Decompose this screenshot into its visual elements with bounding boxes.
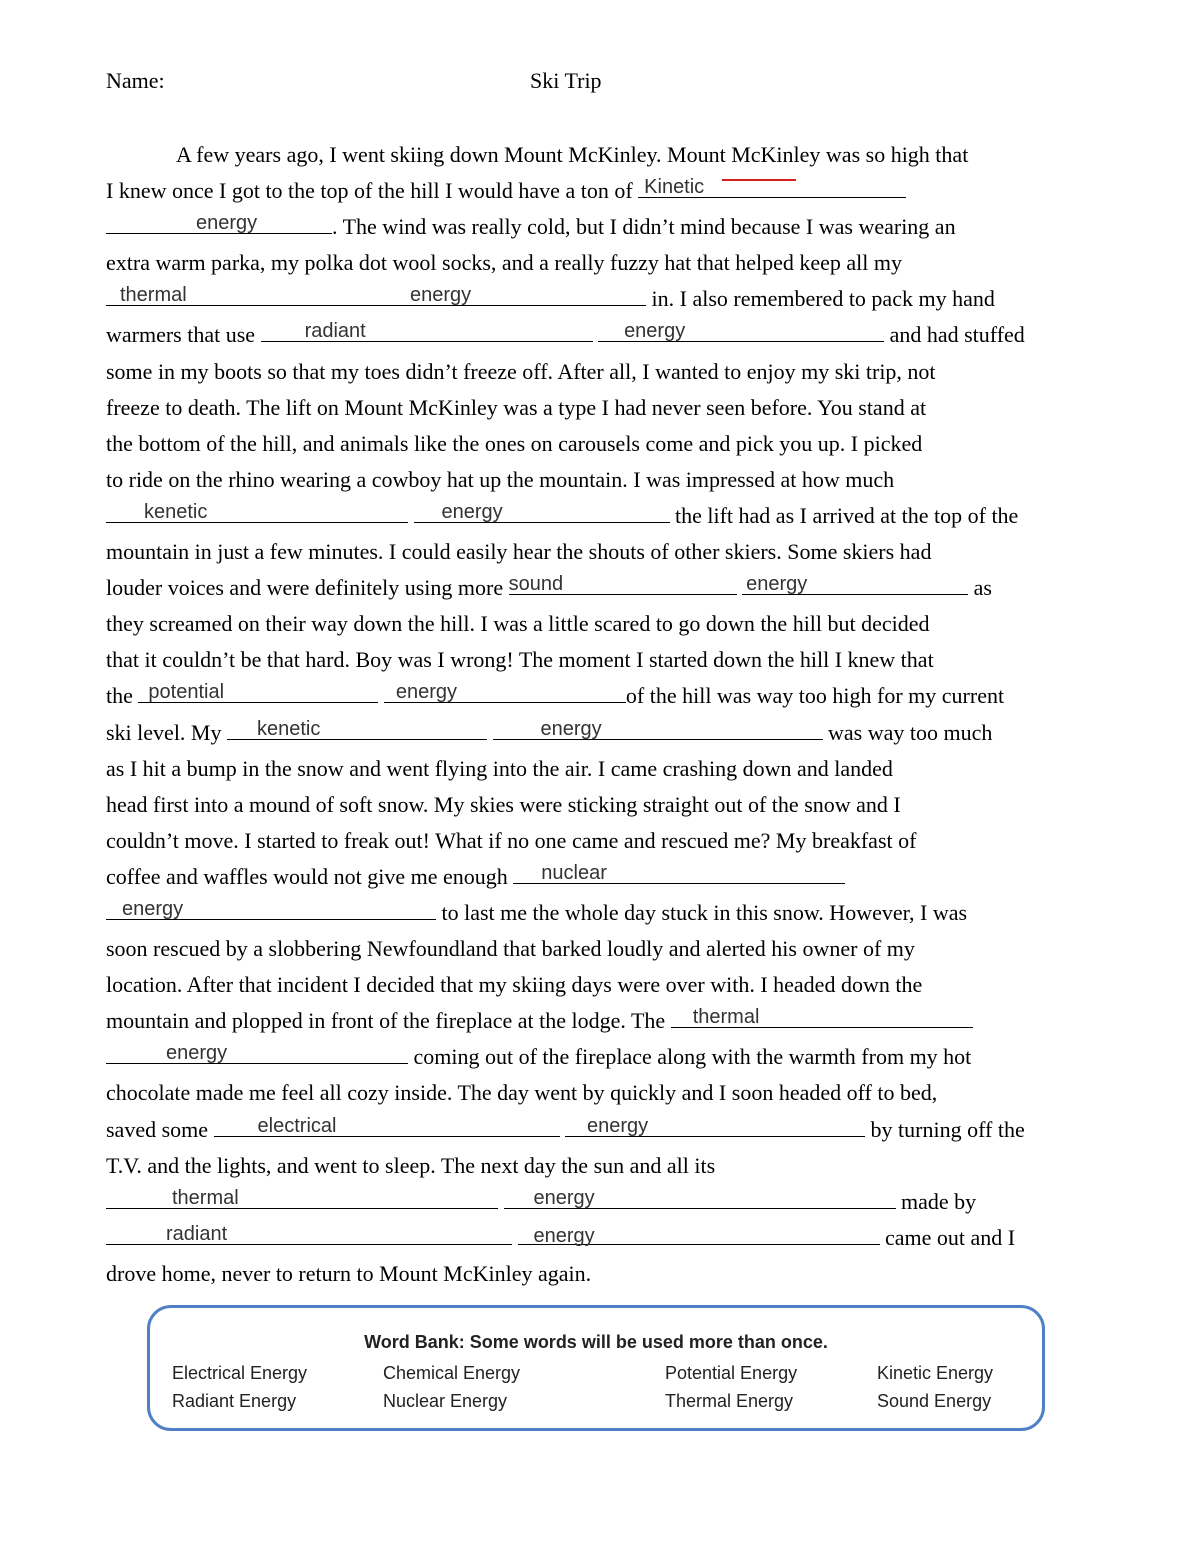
story-text: mountain in just a few minutes. I could easily hear the shouts of other skiers. Some skiers had xyxy=(106,539,932,565)
story-text: in. I also remembered to pack my hand xyxy=(651,286,995,312)
answer-blank[interactable] xyxy=(742,570,968,595)
story-line xyxy=(106,787,1096,823)
story-text: the lift had as I arrived at the top of the xyxy=(675,502,1019,528)
answer-text: kenetic xyxy=(144,500,208,523)
story-text: drove home, never to return to Mount McKinley again. xyxy=(106,1260,592,1286)
story-line xyxy=(106,1075,1096,1111)
answer-blank[interactable] xyxy=(261,317,593,342)
story-text: to ride on the rhino wearing a cowboy hat up the mountain. I was impressed at how much xyxy=(106,466,895,492)
answer-text: radiant xyxy=(166,1222,228,1245)
answer-text: Kinetic xyxy=(644,176,705,199)
story-line xyxy=(106,570,1096,606)
answer-blank[interactable] xyxy=(493,715,823,740)
story-line xyxy=(106,1003,1096,1039)
answer-text: energy xyxy=(533,1186,595,1209)
answer-blank[interactable] xyxy=(227,715,487,740)
story-line xyxy=(106,751,1096,787)
answer-blank[interactable] xyxy=(504,1184,896,1209)
story-text: made by xyxy=(901,1188,977,1214)
story-text: came out and I xyxy=(885,1224,1016,1250)
story-passage xyxy=(106,137,1096,1292)
page-title: Ski Trip xyxy=(530,68,602,93)
story-text: the bottom of the hill, and animals like the ones on carousels come and pick you up. I picked xyxy=(106,430,923,456)
story-text: as I hit a bump in the snow and went flying into the air. I came crashing down and landed xyxy=(106,755,893,781)
answer-blank[interactable] xyxy=(518,1220,880,1245)
story-text: chocolate made me feel all cozy inside. The day went by quickly and I soon headed off to bed, xyxy=(106,1080,938,1106)
story-text: saved some xyxy=(106,1116,209,1142)
story-text: A few years ago, I went skiing down Mount McKinley. Mount McKinley was so high that xyxy=(176,142,969,167)
story-text: the xyxy=(106,683,133,709)
answer-blank[interactable] xyxy=(214,1112,560,1137)
name-label: Name: xyxy=(106,68,165,93)
story-line xyxy=(106,678,1096,714)
answer-blank[interactable] xyxy=(671,1003,973,1028)
answer-blank[interactable] xyxy=(408,281,646,306)
story-line xyxy=(106,642,1096,678)
story-line xyxy=(106,715,1096,751)
story-line xyxy=(106,859,1096,895)
answer-blank[interactable] xyxy=(106,281,408,306)
story-line xyxy=(106,534,1096,570)
answer-text: thermal xyxy=(692,1006,760,1029)
story-text: soon rescued by a slobbering Newfoundland that barked loudly and alerted his owner of my xyxy=(106,936,915,962)
story-line xyxy=(106,281,1096,317)
story-line xyxy=(106,426,1096,462)
story-line xyxy=(106,317,1096,353)
word-bank-item: Potential Energy xyxy=(665,1363,798,1383)
story-line xyxy=(106,498,1096,534)
story-line xyxy=(106,1148,1096,1184)
word-bank-item: Nuclear Energy xyxy=(383,1391,508,1411)
story-line xyxy=(106,1112,1096,1148)
story-text: . The wind was really cold, but I didn’t mind because I was wearing an xyxy=(332,214,956,240)
answer-blank[interactable] xyxy=(384,678,626,703)
answer-blank[interactable] xyxy=(106,209,332,234)
answer-blank[interactable] xyxy=(513,859,845,884)
story-line xyxy=(106,390,1096,426)
story-line xyxy=(106,462,1096,498)
story-text: was way too much xyxy=(828,719,993,745)
answer-text: energy xyxy=(540,717,602,740)
answer-text: kenetic xyxy=(257,717,321,740)
story-line xyxy=(106,173,1096,209)
answer-text: energy xyxy=(166,1042,228,1065)
answer-blank[interactable] xyxy=(106,1220,512,1245)
story-line xyxy=(106,137,1096,173)
answer-blank[interactable] xyxy=(598,317,884,342)
red-underline-mark xyxy=(722,179,796,181)
answer-text: energy xyxy=(395,681,458,704)
word-bank-item: Electrical Energy xyxy=(172,1363,308,1383)
story-line xyxy=(106,1220,1096,1256)
word-bank-title: Word Bank: Some words will be used more than once. xyxy=(364,1332,828,1352)
story-line xyxy=(106,895,1096,931)
word-bank-item: Chemical Energy xyxy=(383,1363,521,1383)
answer-blank[interactable] xyxy=(106,895,436,920)
answer-blank[interactable] xyxy=(106,498,408,523)
story-text: T.V. and the lights, and went to sleep. The next day the sun and all its xyxy=(106,1152,716,1178)
word-bank-item: Sound Energy xyxy=(877,1391,992,1411)
story-text: as xyxy=(973,575,992,601)
answer-text: nuclear xyxy=(541,861,607,884)
story-line xyxy=(106,1184,1096,1220)
answer-blank[interactable] xyxy=(106,1039,408,1064)
story-line xyxy=(106,245,1096,281)
story-text: by turning off the xyxy=(870,1116,1025,1142)
story-text: to last me the whole day stuck in this snow. However, I was xyxy=(441,899,968,925)
story-text: extra warm parka, my polka dot wool socks, and a really fuzzy hat that helped keep all my xyxy=(106,250,903,276)
story-line xyxy=(106,354,1096,390)
answer-text: thermal xyxy=(172,1186,239,1209)
story-text: I knew once I got to the top of the hill I would have a ton of xyxy=(106,178,633,204)
answer-text: energy xyxy=(122,897,184,920)
word-bank-item: Radiant Energy xyxy=(172,1391,297,1411)
story-text: mountain and plopped in front of the fireplace at the lodge. The xyxy=(106,1008,666,1034)
story-text: louder voices and were definitely using more xyxy=(106,575,504,601)
story-line xyxy=(106,931,1096,967)
word-bank-box xyxy=(147,1305,1045,1431)
story-text: and had stuffed xyxy=(889,322,1025,348)
answer-text: energy xyxy=(196,212,258,235)
story-text: ski level. My xyxy=(106,719,222,745)
answer-text: energy xyxy=(746,573,808,596)
story-line xyxy=(106,1039,1096,1075)
story-text: warmers that use xyxy=(106,322,256,348)
answer-text: energy xyxy=(441,500,503,523)
story-line xyxy=(106,967,1096,1003)
story-line xyxy=(106,606,1096,642)
story-line xyxy=(106,1256,1096,1292)
story-text: they screamed on their way down the hill. I was a little scared to go down the hill but decided xyxy=(106,611,930,637)
story-text: couldn’t move. I started to freak out! What if no one came and rescued me? My breakfast of xyxy=(106,827,917,853)
story-text: freeze to death. The lift on Mount McKinley was a type I had never seen before. You stand at xyxy=(106,394,927,420)
story-text: coffee and waffles would not give me enough xyxy=(106,863,508,889)
answer-blank[interactable] xyxy=(565,1112,865,1137)
answer-text: energy xyxy=(587,1114,649,1137)
story-text: some in my boots so that my toes didn’t freeze off. After all, I wanted to enjoy my ski trip, not xyxy=(106,358,936,384)
story-text: head first into a mound of soft snow. My skies were sticking straight out of the snow and I xyxy=(106,791,901,817)
answer-text: sound xyxy=(508,573,564,596)
answer-text: thermal xyxy=(120,284,187,307)
story-line xyxy=(106,209,1096,245)
answer-text: energy xyxy=(624,320,686,343)
answer-blank[interactable] xyxy=(138,678,378,703)
story-text: location. After that incident I decided that my skiing days were over with. I headed down the xyxy=(106,972,923,998)
answer-blank[interactable] xyxy=(106,1184,498,1209)
word-bank-item: Kinetic Energy xyxy=(877,1363,994,1383)
story-line xyxy=(106,823,1096,859)
answer-text: energy xyxy=(410,284,472,307)
story-text: of the hill was way too high for my current xyxy=(625,683,1005,709)
answer-text: potential xyxy=(148,681,225,704)
story-text: coming out of the fireplace along with the warmth from my hot xyxy=(413,1044,972,1070)
answer-text: radiant xyxy=(304,320,366,343)
answer-text: energy xyxy=(533,1224,595,1247)
answer-text: electrical xyxy=(257,1114,337,1137)
word-bank-item: Thermal Energy xyxy=(665,1391,794,1411)
story-text: that it couldn’t be that hard. Boy was I wrong! The moment I started down the hill I knew that xyxy=(106,647,934,673)
answer-blank[interactable] xyxy=(509,570,737,595)
answer-blank[interactable] xyxy=(414,498,670,523)
answer-blank[interactable] xyxy=(638,173,906,198)
